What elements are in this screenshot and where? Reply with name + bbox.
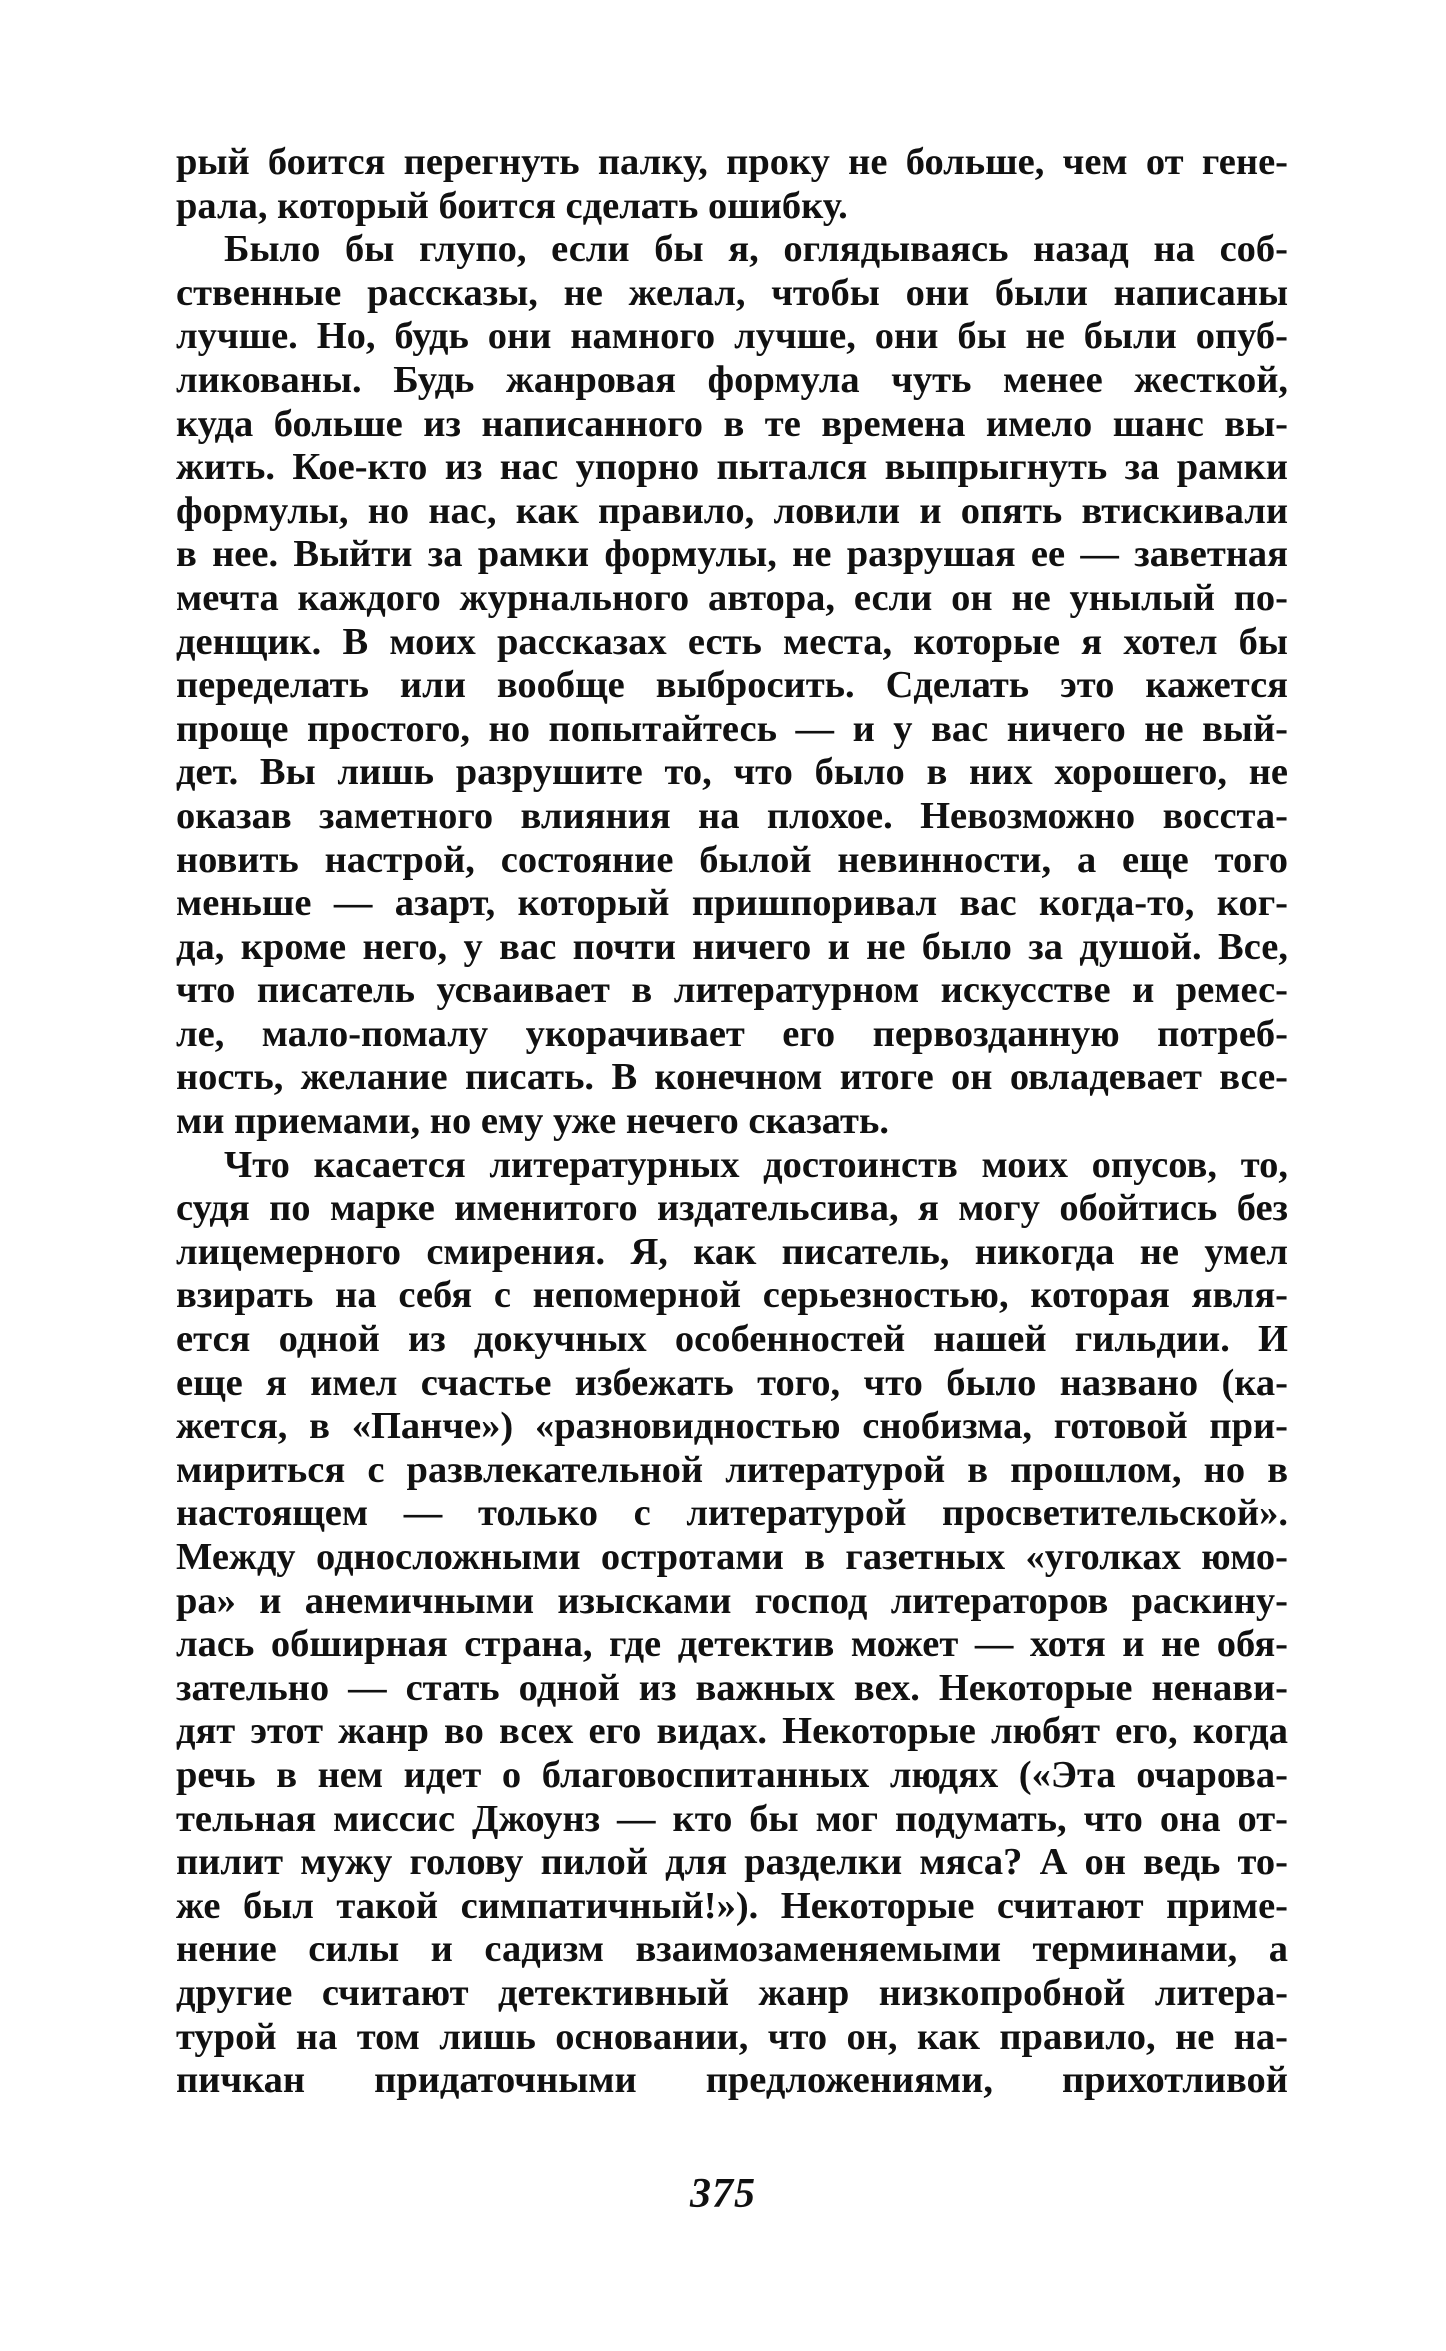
text-line: зательно — стать одной из важных вех. Некоторые ненави- (176, 1666, 1288, 1709)
text-line: ра» и анемичными изысками господ литераторов раскину- (176, 1579, 1288, 1622)
body-text (176, 141, 1288, 2103)
text-line: еще я имел счастье избежать того, что было названо (ка- (176, 1361, 1288, 1404)
page-number: 375 (690, 2171, 756, 2217)
text-line: новить настрой, состояние былой невинности, а еще того (176, 838, 1288, 881)
text-line: судя по марке именитого издательсива, я могу обойтись без (176, 1187, 1288, 1230)
paragraph (176, 141, 1288, 228)
text-line: куда больше из написанного в те времена имело шанс вы- (176, 402, 1288, 445)
text-line: меньше — азарт, который пришпоривал вас когда-то, ког- (176, 882, 1288, 925)
text-line: лась обширная страна, где детектив может — хотя и не обя- (176, 1623, 1288, 1666)
text-line: Было бы глупо, если бы я, оглядываясь назад на соб- (224, 228, 1288, 271)
text-line: мечта каждого журнального автора, если он не унылый по- (176, 576, 1288, 619)
text-line: дят этот жанр во всех его видах. Некоторые любят его, когда (176, 1710, 1288, 1753)
text-line: нение силы и садизм взаимозаменяемыми терминами, а (176, 1928, 1288, 1971)
text-line: переделать или вообще выбросить. Сделать это кажется (176, 664, 1288, 707)
text-line: ле, мало-помалу укорачивает его первозданную потреб- (176, 1012, 1288, 1055)
text-line: формулы, но нас, как правило, ловили и опять втискивали (176, 489, 1288, 532)
text-line: пичкан придаточными предложениями, прихотливой (176, 2059, 1288, 2102)
text-line: да, кроме него, у вас почти ничего и не было за душой. Все, (176, 925, 1288, 968)
text-line: рый боится перегнуть палку, проку не больше, чем от гене- (176, 141, 1288, 183)
text-line: пилит мужу голову пилой для разделки мяса? А он ведь то- (176, 1841, 1288, 1884)
text-line: жется, в «Панче») «разновидностью снобизма, готовой при- (176, 1405, 1288, 1448)
text-line: ность, желание писать. В конечном итоге он овладевает все- (176, 1056, 1288, 1099)
text-line: дет. Вы лишь разрушите то, что было в них хорошего, не (176, 751, 1288, 794)
text-line: рала, который боится сделать ошибку. (176, 184, 848, 227)
text-line: ликованы. Будь жанровая формула чуть менее жесткой, (176, 358, 1288, 401)
text-line: ственные рассказы, не желал, чтобы они были написаны (176, 271, 1288, 314)
paragraph (176, 228, 1288, 1143)
text-line: турой на том лишь основании, что он, как правило, не на- (176, 2015, 1288, 2058)
text-line: Между односложными остротами в газетных «уголках юмо- (176, 1536, 1288, 1578)
text-line: в нее. Выйти за рамки формулы, не разрушая ее — заветная (176, 533, 1288, 576)
text-line: другие считают детективный жанр низкопробной литера- (176, 1971, 1288, 2014)
text-line: лицемерного смирения. Я, как писатель, никогда не умел (176, 1230, 1288, 1273)
text-line: мириться с развлекательной литературой в прошлом, но в (176, 1448, 1288, 1491)
text-line: Что касается литературных достоинств моих опусов, то, (224, 1143, 1288, 1186)
text-line: лучше. Но, будь они намного лучше, они бы не были опуб- (176, 315, 1288, 358)
text-line: же был такой симпатичный!»). Некоторые считают приме- (176, 1884, 1288, 1927)
text-line: настоящем — только с литературой просветительской». (176, 1492, 1288, 1535)
text-line: ми приемами, но ему уже нечего сказать. (176, 1100, 889, 1143)
text-line: ется одной из докучных особенностей нашей гильдии. И (176, 1318, 1288, 1361)
text-line: денщик. В моих рассказах есть места, которые я хотел бы (176, 620, 1288, 663)
text-line: речь в нем идет о благовоспитанных людях («Эта очарова- (176, 1753, 1288, 1796)
text-line: взирать на себя с непомерной серьезностью, которая явля- (176, 1274, 1288, 1317)
text-line: оказав заметного влияния на плохое. Невозможно восста- (176, 794, 1288, 837)
text-line: проще простого, но попытайтесь — и у вас ничего не вый- (176, 707, 1288, 750)
paragraph (176, 1144, 1288, 2103)
text-line: что писатель усваивает в литературном искусстве и ремес- (176, 969, 1288, 1012)
text-line: жить. Кое-кто из нас упорно пытался выпрыгнуть за рамки (176, 446, 1288, 489)
text-line: тельная миссис Джоунз — кто бы мог подумать, что она от- (176, 1797, 1288, 1840)
